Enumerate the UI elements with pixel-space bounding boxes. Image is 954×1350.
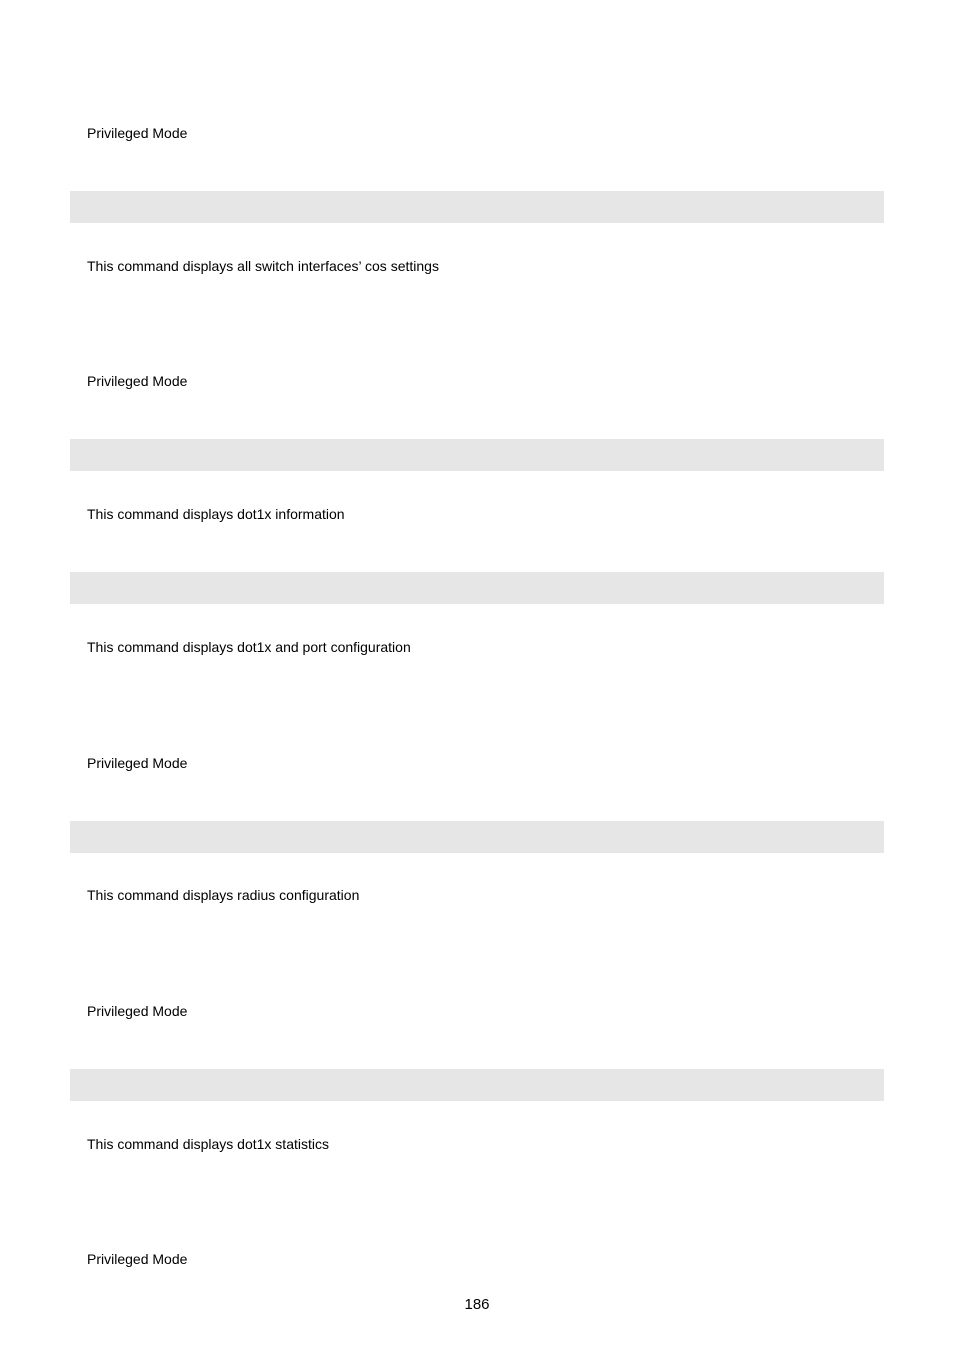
- command-description: This command displays all switch interfaces’ cos settings: [87, 258, 439, 274]
- page-number: 186: [464, 1296, 490, 1313]
- mode-label-2: Privileged Mode: [87, 373, 188, 389]
- command-header-bar: [70, 439, 884, 471]
- command-description: This command displays radius configuration: [87, 887, 360, 903]
- command-header-bar: [70, 572, 884, 604]
- mode-label-4: Privileged Mode: [87, 1003, 188, 1019]
- command-header-bar: [70, 1069, 884, 1101]
- mode-label-1: Privileged Mode: [87, 125, 188, 141]
- command-description: This command displays dot1x information: [87, 506, 345, 522]
- mode-label-5: Privileged Mode: [87, 1251, 188, 1267]
- command-header-bar: [70, 191, 884, 223]
- mode-label-3: Privileged Mode: [87, 755, 188, 771]
- command-header-bar: [70, 821, 884, 853]
- command-description: This command displays dot1x and port configuration: [87, 639, 411, 655]
- command-description: This command displays dot1x statistics: [87, 1136, 329, 1152]
